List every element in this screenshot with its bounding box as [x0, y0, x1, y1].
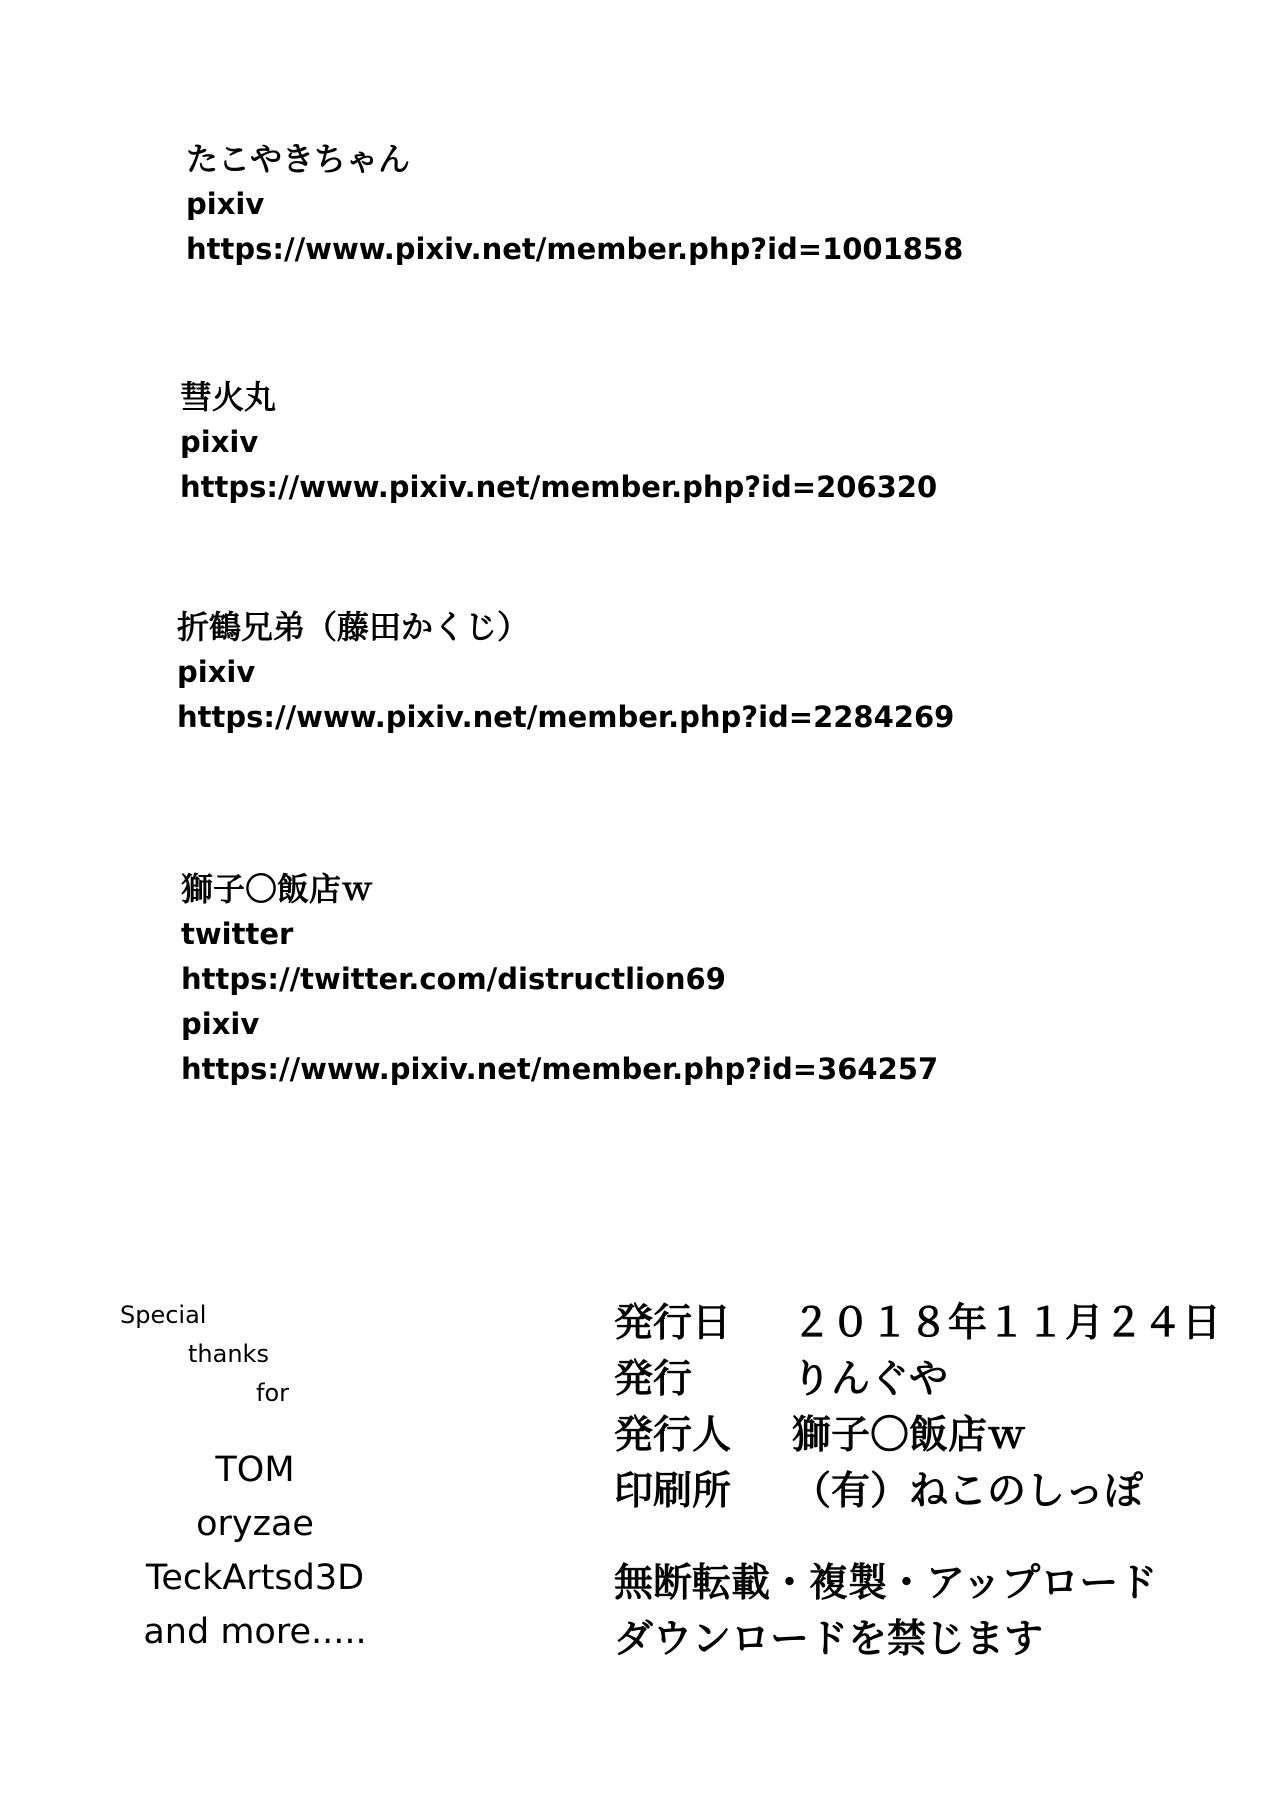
copyright-notice — [614, 1556, 1221, 1668]
credit-name: たこやきちゃん — [186, 140, 411, 178]
colophon-label: 発行 — [614, 1357, 693, 1402]
credit-shishi-hanten — [181, 867, 938, 1092]
notice-line: ダウンロードを禁じます — [614, 1617, 1044, 1662]
credit-url: https://www.pixiv.net/member.php?id=206320 — [180, 470, 938, 504]
credit-url: https://www.pixiv.net/member.php?id=2284269 — [177, 700, 955, 734]
thanks-word: for — [256, 1379, 289, 1407]
credit-platform: pixiv — [177, 655, 256, 689]
credit-orizuru-kyoudai — [177, 605, 954, 740]
credit-name: 彗火丸 — [180, 378, 277, 416]
credit-suikamaru — [180, 375, 937, 510]
thanks-name: oryzae — [196, 1504, 314, 1544]
colophon-value: （有）ねこのしっぽ — [792, 1469, 1144, 1514]
colophon-label: 印刷所 — [614, 1469, 732, 1514]
colophon-value: ２０１８年１１月２４日 — [792, 1301, 1222, 1346]
colophon-row-publisher — [614, 1352, 1221, 1408]
colophon-row-date — [614, 1296, 1221, 1352]
colophon-value: りんぐや — [792, 1357, 949, 1402]
thanks-name: TOM — [215, 1450, 295, 1490]
colophon-row-issuer — [614, 1408, 1221, 1464]
credit-url: https://www.pixiv.net/member.php?id=364257 — [181, 1052, 939, 1086]
notice-line: 無断転載・複製・アップロード — [614, 1561, 1158, 1606]
colophon-row-printer — [614, 1464, 1221, 1520]
credit-name: 折鶴兄弟（藤田かくじ） — [177, 608, 530, 646]
credit-url: https://twitter.com/distructlion69 — [181, 962, 726, 996]
credit-takoyakichan — [186, 137, 963, 272]
credit-platform: twitter — [181, 917, 294, 951]
special-thanks-list — [80, 1443, 430, 1659]
colophon-value: 獅子〇飯店ｗ — [792, 1413, 1027, 1458]
colophon-label: 発行日 — [614, 1301, 732, 1346]
credit-url: https://www.pixiv.net/member.php?id=1001858 — [186, 232, 964, 266]
credit-name: 獅子〇飯店ｗ — [181, 870, 374, 908]
credit-platform: pixiv — [181, 1007, 260, 1041]
credit-platform: pixiv — [186, 187, 265, 221]
special-thanks-heading — [80, 1296, 430, 1413]
special-thanks — [80, 1296, 430, 1659]
thanks-name: TeckArtsd3D — [145, 1558, 365, 1598]
thanks-word: Special — [120, 1301, 207, 1329]
thanks-word: thanks — [188, 1340, 269, 1368]
colophon-label: 発行人 — [614, 1413, 732, 1458]
credit-platform: pixiv — [180, 425, 259, 459]
colophon — [614, 1296, 1221, 1668]
thanks-name: and more..... — [143, 1612, 367, 1652]
